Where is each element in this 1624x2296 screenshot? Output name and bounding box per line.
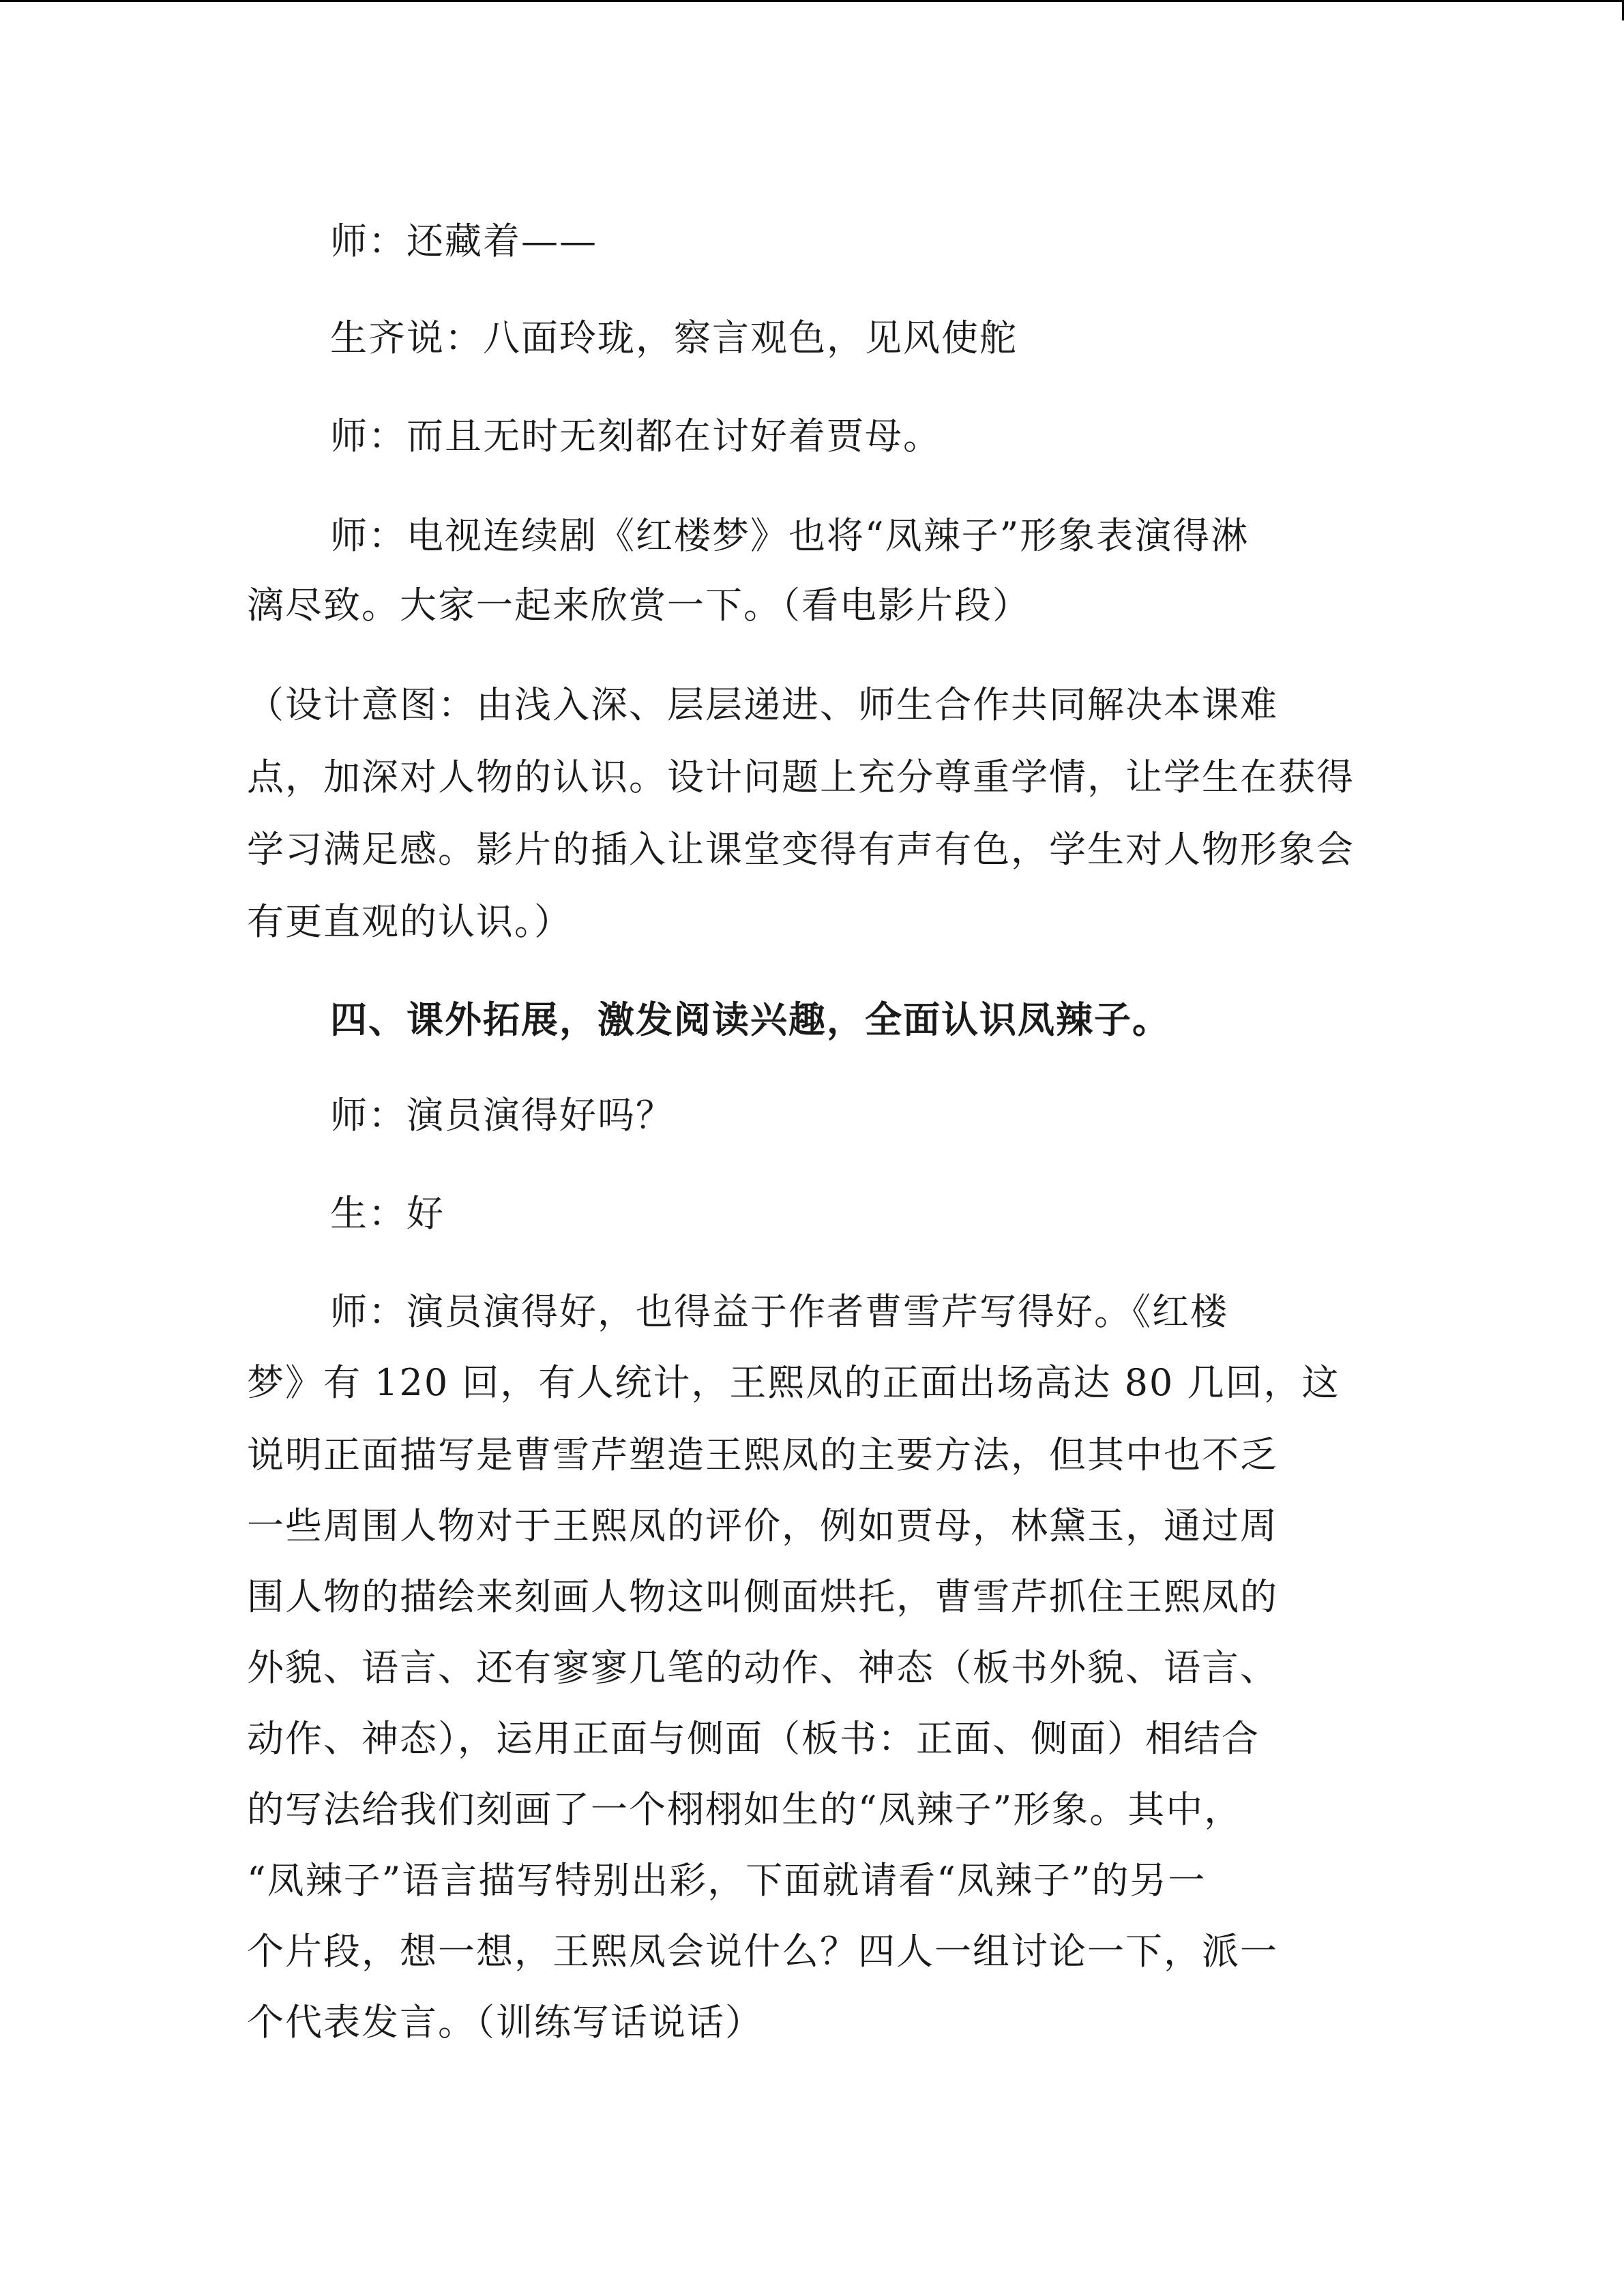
paragraph-line: 个片段，想一想，王熙凤会说什么？四人一组讨论一下，派一	[247, 1930, 1278, 1973]
design-note-line: （设计意图：由浅入深、层层递进、师生合作共同解决本课难	[247, 683, 1278, 726]
section-heading: 四、课外拓展，激发阅读兴趣，全面认识凤辣子。	[330, 998, 1170, 1041]
dialogue-line: 师：还藏着——	[330, 220, 597, 263]
dialogue-line: 师：演员演得好吗？	[330, 1094, 674, 1137]
paragraph-line: 梦》有 120 回，有人统计，王熙凤的正面出场高达 80 几回，这	[247, 1361, 1340, 1404]
design-note-line: 学习满足感。影片的插入让课堂变得有声有色，学生对人物形象会	[247, 828, 1355, 871]
dialogue-line: 生：好	[330, 1192, 445, 1235]
paragraph-line: 的写法给我们刻画了一个栩栩如生的“凤辣子”形象。其中，	[247, 1788, 1243, 1831]
dialogue-line: 师：演员演得好，也得益于作者曹雪芹写得好。《红楼	[330, 1290, 1228, 1333]
paragraph-line: 一些周围人物对于王熙凤的评价，例如贾母，林黛玉，通过周	[247, 1504, 1278, 1547]
paragraph-line: “凤辣子”语言描写特别出彩，下面就请看“凤辣子”的另一	[247, 1859, 1207, 1902]
paragraph-line: 动作、神态），运用正面与侧面（板书：正面、侧面）相结合	[247, 1717, 1260, 1760]
top-border-rule	[0, 0, 1624, 2]
dialogue-line: 师：而且无时无刻都在讨好着贾母。	[330, 415, 941, 458]
paragraph-line: 外貌、语言、还有寥寥几笔的动作、神态（板书外貌、语言、	[247, 1646, 1278, 1689]
paragraph-line: 围人物的描绘来刻画人物这叫侧面烘托，曹雪芹抓住王熙凤的	[247, 1575, 1278, 1618]
paragraph-line: 说明正面描写是曹雪芹塑造王熙凤的主要方法，但其中也不乏	[247, 1433, 1278, 1476]
design-note-line: 点，加深对人物的认识。设计问题上充分尊重学情，让学生在获得	[247, 756, 1355, 799]
paragraph-line: 个代表发言。（训练写话说话）	[247, 2001, 763, 2044]
dialogue-line: 生齐说：八面玲珑，察言观色，见风使舵	[330, 316, 1018, 359]
design-note-line: 有更直观的认识。）	[247, 900, 572, 943]
dialogue-line: 师：电视连续剧《红楼梦》也将“凤辣子”形象表演得淋	[330, 514, 1250, 557]
dialogue-line-continued: 漓尽致。大家一起来欣赏一下。（看电影片段）	[247, 584, 1031, 627]
